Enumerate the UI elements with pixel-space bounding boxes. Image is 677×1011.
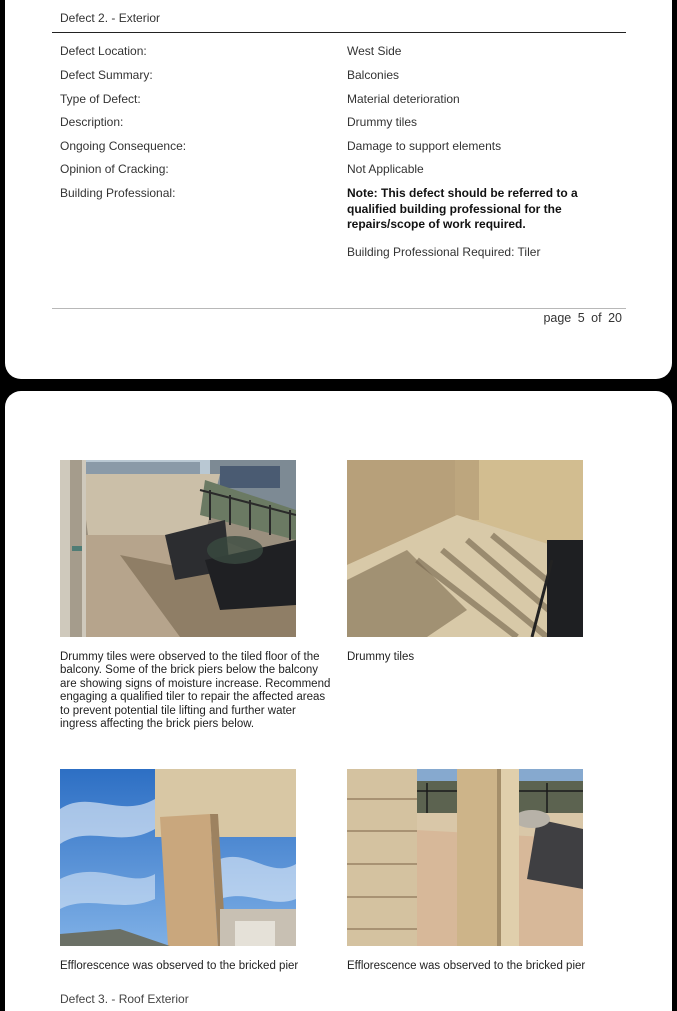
next-section-title: Defect 3. - Roof Exterior	[60, 992, 189, 1006]
section-rule	[52, 32, 626, 33]
label-defect-summary: Defect Summary:	[60, 68, 153, 82]
section-title: Defect 2. - Exterior	[60, 11, 161, 25]
photo-caption-2: Drummy tiles	[347, 651, 415, 663]
page-current: 5	[577, 311, 585, 325]
value-defect-summary: Balconies	[347, 68, 400, 82]
report-page-5	[5, 0, 672, 379]
label-type-of-defect: Type of Defect:	[60, 92, 141, 106]
value-description: Drummy tiles	[347, 115, 418, 129]
label-opinion-of-cracking: Opinion of Cracking:	[60, 162, 169, 176]
photo-caption-4: Efflorescence was observed to the bricked pier	[347, 960, 586, 972]
label-description: Description:	[60, 115, 124, 129]
page-of: of	[591, 311, 602, 325]
report-page-6	[5, 391, 672, 1011]
label-defect-location: Defect Location:	[60, 44, 147, 58]
value-type-of-defect: Material deterioration	[347, 92, 460, 106]
value-building-professional-note: Note: This defect should be referred to a qualified building professional for the repairs/scope of work required.	[347, 186, 578, 231]
photo-balcony-chairs	[60, 460, 296, 637]
photo-balcony-corner	[347, 460, 583, 637]
photo-caption-1: Drummy tiles were observed to the tiled floor of the balcony. Some of the brick piers below the balcony are showing signs of moisture increase. Recommend engaging a qualified tiler to repair the affected areas to prevent potential tile lifting and further water ingress affecting the brick piers below.	[60, 651, 331, 731]
photo-caption-3: Efflorescence was observed to the bricked pier	[60, 960, 299, 972]
page-total: 20	[608, 311, 622, 325]
label-building-professional: Building Professional:	[60, 186, 176, 200]
page-number	[543, 311, 622, 325]
footer-rule	[52, 308, 626, 309]
value-ongoing-consequence: Damage to support elements	[347, 139, 502, 153]
professional-required: Building Professional Required: Tiler	[347, 245, 541, 259]
value-opinion-of-cracking: Not Applicable	[347, 162, 424, 176]
photo-pier-courtyard	[347, 769, 583, 946]
photo-pier-sky	[60, 769, 296, 946]
page-word: page	[543, 311, 572, 325]
label-ongoing-consequence: Ongoing Consequence:	[60, 139, 187, 153]
value-defect-location: West Side	[347, 44, 402, 58]
